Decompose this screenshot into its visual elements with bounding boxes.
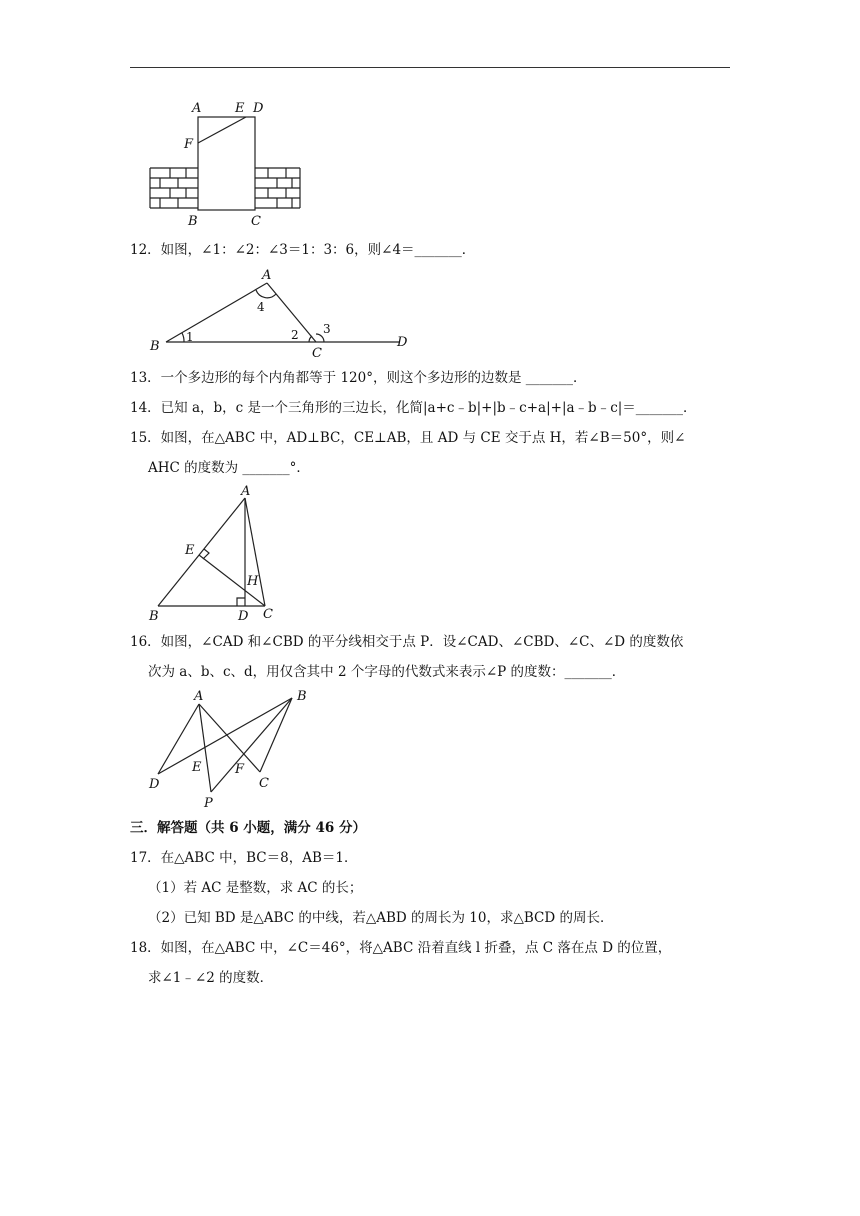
question-16-line-1: 16．如图，∠CAD 和∠CBD 的平分线相交于点 P．设∠CAD、∠CBD、∠C、∠D 的度数依 [130, 634, 684, 650]
question-12: 12．如图，∠1：∠2：∠3＝1：3：6，则∠4＝_______． [130, 242, 476, 258]
label-D: D [238, 609, 249, 624]
label-H: H [247, 574, 259, 589]
label-D: D [253, 101, 264, 116]
figure-triangle-exterior-angle [146, 266, 416, 362]
label-B: B [188, 214, 198, 229]
angle-1-label: 1 [186, 330, 194, 344]
figure-triangle-altitudes [140, 482, 290, 624]
question-17-part-1: （1）若 AC 是整数，求 AC 的长； [148, 880, 363, 896]
question-18-line-1: 18．如图，在△ABC 中，∠C＝46°，将△ABC 沿着直线 l 折叠，点 C 落在点 D 的位置， [130, 940, 672, 956]
label-E: E [235, 101, 245, 116]
label-C: C [251, 214, 261, 229]
question-15-line-1: 15．如图，在△ABC 中，AD⊥BC，CE⊥AB，且 AD 与 CE 交于点 H，若∠B＝50°，则∠ [130, 430, 686, 446]
section-3-heading: 三．解答题（共 6 小题，满分 46 分） [130, 820, 366, 836]
figure-angle-bisectors [140, 684, 320, 812]
question-17-stem: 17．在△ABC 中，BC＝8，AB＝1． [130, 850, 358, 866]
header-rule [130, 67, 730, 68]
figure-wall-rectangle [140, 96, 310, 230]
label-P: P [204, 796, 213, 811]
label-F: F [184, 137, 194, 152]
label-A: A [262, 268, 272, 283]
label-B: B [297, 689, 307, 704]
label-A: A [241, 484, 251, 499]
question-16-line-2: 次为 a、b、c、d，用仅含其中 2 个字母的代数式来表示∠P 的度数：_______． [148, 664, 626, 680]
question-15-line-2: AHC 的度数为 _______°． [148, 460, 310, 476]
label-B: B [150, 339, 160, 354]
label-F: F [235, 762, 245, 777]
question-13: 13．一个多边形的每个内角都等于 120°，则这个多边形的边数是 _______． [130, 370, 587, 386]
angle-4-label: 4 [257, 300, 265, 314]
angle-2-label: 2 [291, 328, 299, 342]
label-E: E [185, 543, 195, 558]
label-E: E [192, 760, 202, 775]
label-D: D [149, 777, 160, 792]
label-D: D [397, 335, 408, 350]
question-18-line-2: 求∠1﹣∠2 的度数． [148, 970, 274, 986]
label-C: C [259, 776, 269, 791]
label-B: B [149, 609, 159, 624]
label-A: A [194, 689, 204, 704]
label-A: A [192, 101, 202, 116]
question-14: 14．已知 a，b，c 是一个三角形的三边长，化简|a+c﹣b|+|b﹣c+a|+|a﹣b﹣c|＝_______． [130, 400, 697, 416]
label-C: C [263, 607, 273, 622]
label-C: C [312, 346, 322, 361]
question-17-part-2: （2）已知 BD 是△ABC 的中线，若△ABD 的周长为 10，求△BCD 的周长． [148, 910, 614, 926]
angle-3-label: 3 [323, 322, 331, 336]
